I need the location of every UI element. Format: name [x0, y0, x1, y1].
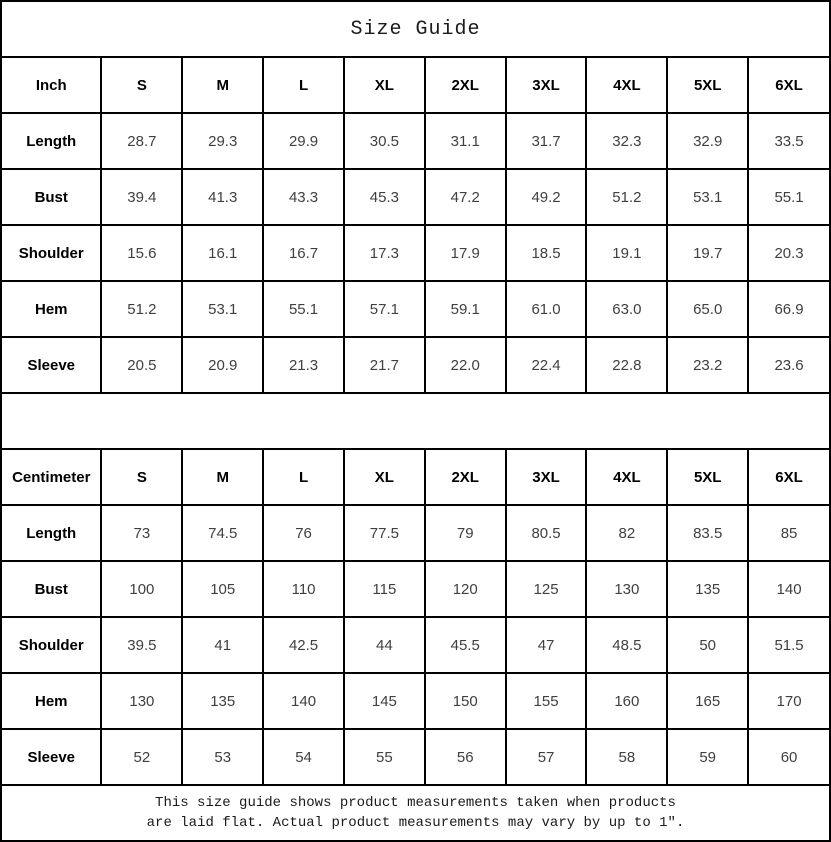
size-header-cell: XL: [344, 57, 425, 113]
measurement-value-cell: 47.2: [425, 169, 506, 225]
measurement-label-cell: Sleeve: [2, 729, 101, 785]
measurement-value-cell: 82: [586, 505, 667, 561]
measurement-value-cell: 52: [101, 729, 182, 785]
measurement-label-cell: Length: [2, 113, 101, 169]
measurement-value-cell: 55.1: [748, 169, 829, 225]
measurement-value-cell: 16.7: [263, 225, 344, 281]
measurement-label-cell: Sleeve: [2, 337, 101, 393]
measurement-label-cell: Bust: [2, 561, 101, 617]
measurement-value-cell: 170: [748, 673, 829, 729]
measurement-value-cell: 42.5: [263, 617, 344, 673]
measurement-label-cell: Hem: [2, 673, 101, 729]
measurement-value-cell: 45.5: [425, 617, 506, 673]
measurement-value-cell: 60: [748, 729, 829, 785]
measurement-value-cell: 51.2: [586, 169, 667, 225]
measurement-value-cell: 17.3: [344, 225, 425, 281]
measurement-row: [2, 505, 829, 561]
measurement-value-cell: 65.0: [667, 281, 748, 337]
measurement-value-cell: 31.7: [506, 113, 587, 169]
size-header-cell: L: [263, 449, 344, 505]
measurement-value-cell: 47: [506, 617, 587, 673]
size-header-row: [2, 449, 829, 505]
measurement-value-cell: 20.5: [101, 337, 182, 393]
table-spacer: [2, 394, 829, 448]
measurement-value-cell: 105: [182, 561, 263, 617]
measurement-value-cell: 53: [182, 729, 263, 785]
footer-note-line-1: This size guide shows product measurements taken when products: [155, 795, 676, 811]
measurement-row: [2, 113, 829, 169]
measurement-value-cell: 130: [101, 673, 182, 729]
measurement-row: [2, 617, 829, 673]
measurement-value-cell: 140: [263, 673, 344, 729]
size-header-cell: 2XL: [425, 449, 506, 505]
measurement-value-cell: 39.5: [101, 617, 182, 673]
measurement-value-cell: 20.9: [182, 337, 263, 393]
measurement-value-cell: 165: [667, 673, 748, 729]
measurement-value-cell: 18.5: [506, 225, 587, 281]
measurement-row: [2, 561, 829, 617]
measurement-value-cell: 110: [263, 561, 344, 617]
measurement-value-cell: 63.0: [586, 281, 667, 337]
size-header-cell: M: [182, 57, 263, 113]
measurement-value-cell: 45.3: [344, 169, 425, 225]
size-header-row: [2, 57, 829, 113]
size-header-cell: S: [101, 57, 182, 113]
footer-note-line-2: are laid flat. Actual product measurements may vary by up to 1″.: [146, 815, 685, 831]
measurement-value-cell: 16.1: [182, 225, 263, 281]
measurement-value-cell: 59.1: [425, 281, 506, 337]
measurement-value-cell: 29.9: [263, 113, 344, 169]
measurement-value-cell: 22.8: [586, 337, 667, 393]
measurement-value-cell: 54: [263, 729, 344, 785]
measurement-value-cell: 135: [667, 561, 748, 617]
measurement-value-cell: 22.4: [506, 337, 587, 393]
size-header-cell: 6XL: [748, 57, 829, 113]
measurement-value-cell: 74.5: [182, 505, 263, 561]
measurement-value-cell: 21.7: [344, 337, 425, 393]
measurement-value-cell: 53.1: [667, 169, 748, 225]
measurement-value-cell: 19.7: [667, 225, 748, 281]
unit-header-cell: Centimeter: [2, 449, 101, 505]
measurement-value-cell: 32.3: [586, 113, 667, 169]
size-header-cell: 5XL: [667, 57, 748, 113]
size-header-cell: 3XL: [506, 57, 587, 113]
size-header-cell: 5XL: [667, 449, 748, 505]
size-header-cell: 3XL: [506, 449, 587, 505]
measurement-value-cell: 150: [425, 673, 506, 729]
measurement-value-cell: 41: [182, 617, 263, 673]
size-header-cell: 2XL: [425, 57, 506, 113]
measurement-value-cell: 76: [263, 505, 344, 561]
measurement-row: [2, 225, 829, 281]
size-header-cell: 4XL: [586, 57, 667, 113]
measurement-value-cell: 21.3: [263, 337, 344, 393]
measurement-value-cell: 30.5: [344, 113, 425, 169]
measurement-label-cell: Bust: [2, 169, 101, 225]
size-header-cell: L: [263, 57, 344, 113]
measurement-value-cell: 19.1: [586, 225, 667, 281]
measurement-row: [2, 673, 829, 729]
unit-header-cell: Inch: [2, 57, 101, 113]
measurement-value-cell: 160: [586, 673, 667, 729]
measurement-value-cell: 50: [667, 617, 748, 673]
measurement-value-cell: 23.6: [748, 337, 829, 393]
measurement-value-cell: 77.5: [344, 505, 425, 561]
measurement-value-cell: 22.0: [425, 337, 506, 393]
measurement-value-cell: 56: [425, 729, 506, 785]
measurement-value-cell: 28.7: [101, 113, 182, 169]
measurement-value-cell: 125: [506, 561, 587, 617]
measurement-value-cell: 55.1: [263, 281, 344, 337]
measurement-value-cell: 155: [506, 673, 587, 729]
size-header-cell: 4XL: [586, 449, 667, 505]
measurement-label-cell: Length: [2, 505, 101, 561]
measurement-row: [2, 337, 829, 393]
measurement-value-cell: 44: [344, 617, 425, 673]
measurement-label-cell: Hem: [2, 281, 101, 337]
measurement-value-cell: 51.5: [748, 617, 829, 673]
measurement-value-cell: 79: [425, 505, 506, 561]
measurement-value-cell: 39.4: [101, 169, 182, 225]
size-header-cell: M: [182, 449, 263, 505]
measurement-value-cell: 80.5: [506, 505, 587, 561]
measurement-value-cell: 83.5: [667, 505, 748, 561]
measurement-value-cell: 51.2: [101, 281, 182, 337]
measurement-value-cell: 66.9: [748, 281, 829, 337]
measurement-value-cell: 32.9: [667, 113, 748, 169]
measurement-value-cell: 140: [748, 561, 829, 617]
measurement-label-cell: Shoulder: [2, 225, 101, 281]
measurement-value-cell: 49.2: [506, 169, 587, 225]
measurement-value-cell: 100: [101, 561, 182, 617]
measurement-value-cell: 115: [344, 561, 425, 617]
measurement-value-cell: 17.9: [425, 225, 506, 281]
measurement-value-cell: 29.3: [182, 113, 263, 169]
size-header-cell: XL: [344, 449, 425, 505]
measurement-value-cell: 59: [667, 729, 748, 785]
measurement-value-cell: 85: [748, 505, 829, 561]
measurement-value-cell: 15.6: [101, 225, 182, 281]
measurement-value-cell: 120: [425, 561, 506, 617]
measurement-value-cell: 135: [182, 673, 263, 729]
measurement-value-cell: 130: [586, 561, 667, 617]
centimeter-size-table: [2, 448, 829, 786]
measurement-value-cell: 43.3: [263, 169, 344, 225]
measurement-value-cell: 31.1: [425, 113, 506, 169]
measurement-value-cell: 53.1: [182, 281, 263, 337]
footer-note: [2, 786, 829, 840]
measurement-value-cell: 41.3: [182, 169, 263, 225]
size-header-cell: S: [101, 449, 182, 505]
measurement-value-cell: 20.3: [748, 225, 829, 281]
page-title: Size Guide: [350, 17, 481, 41]
measurement-value-cell: 58: [586, 729, 667, 785]
measurement-value-cell: 33.5: [748, 113, 829, 169]
measurement-value-cell: 57: [506, 729, 587, 785]
measurement-row: [2, 729, 829, 785]
size-header-cell: 6XL: [748, 449, 829, 505]
measurement-value-cell: 57.1: [344, 281, 425, 337]
measurement-row: [2, 169, 829, 225]
measurement-value-cell: 73: [101, 505, 182, 561]
measurement-value-cell: 48.5: [586, 617, 667, 673]
measurement-value-cell: 55: [344, 729, 425, 785]
measurement-value-cell: 145: [344, 673, 425, 729]
measurement-label-cell: Shoulder: [2, 617, 101, 673]
measurement-row: [2, 281, 829, 337]
inch-size-table: [2, 56, 829, 394]
measurement-value-cell: 23.2: [667, 337, 748, 393]
measurement-value-cell: 61.0: [506, 281, 587, 337]
